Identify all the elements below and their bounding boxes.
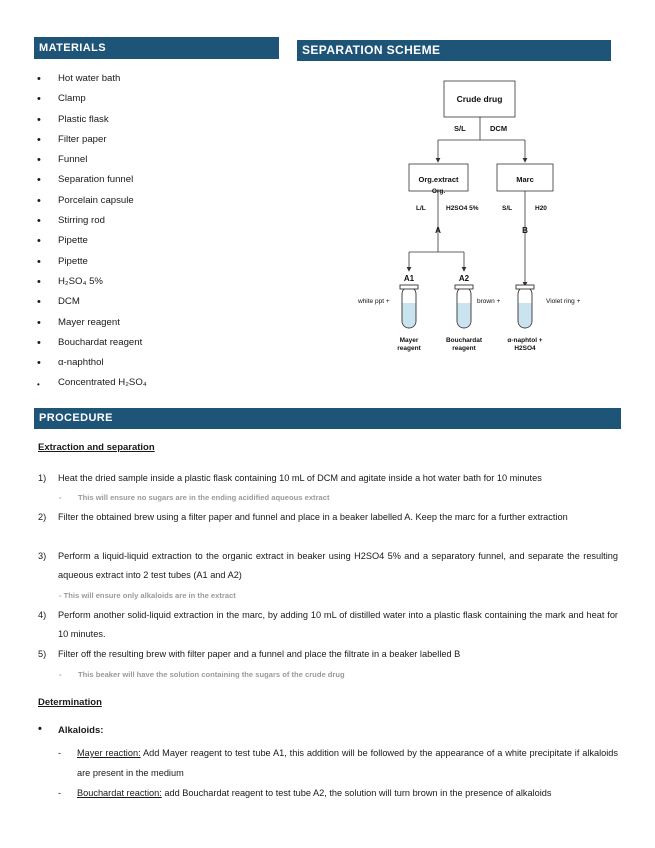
step-text: Perform a liquid-liquid extraction to the organic extract in beaker using H2SO4 5% and a separatory funnel, and separate the resulting aqueous extract into 2 test tubes (A1 and A2) bbox=[58, 551, 618, 580]
step-text: Filter the obtained brew using a filter paper and funnel and place in a beaker labelled A. Keep the marc for a further extraction bbox=[58, 512, 568, 522]
list-item: • Plastic flask bbox=[34, 110, 147, 130]
list-item: • Filter paper bbox=[34, 130, 147, 150]
white-ppt-label: white ppt + bbox=[358, 298, 390, 305]
a1-label: A1 bbox=[403, 274, 415, 283]
test-tube-a1 bbox=[400, 285, 418, 328]
step-text: Perform another solid-liquid extraction in the marc, by adding 10 mL of distilled water into a plastic flask containing the mark and heat for 10 minutes. bbox=[58, 610, 618, 639]
test-tube-b bbox=[516, 285, 534, 328]
note-dash: - bbox=[59, 493, 62, 502]
h2o-label: H20 bbox=[535, 205, 547, 212]
sl-label: S/L bbox=[454, 124, 466, 133]
determination-heading: Determination bbox=[38, 697, 102, 708]
marc-label: Marc bbox=[516, 175, 534, 184]
dash: - bbox=[58, 788, 62, 798]
list-item: • Pipette bbox=[34, 231, 147, 251]
b-label: B bbox=[522, 226, 528, 235]
a-label: A bbox=[435, 226, 441, 235]
step-5 bbox=[38, 645, 618, 664]
step-number: 3) bbox=[38, 551, 47, 561]
dash: - bbox=[58, 748, 62, 758]
org-overlap-label: Org. bbox=[431, 188, 446, 195]
step-1 bbox=[38, 469, 618, 488]
list-item: • α-naphthol bbox=[34, 353, 147, 373]
mayer-reagent-label-2: reagent bbox=[397, 345, 421, 352]
step-text: Filter off the resulting brew with filter paper and a funnel and place the filtrate in a beaker labelled B bbox=[58, 649, 461, 659]
note-beaker-sugars: This beaker will have the solution containing the sugars of the crude drug bbox=[78, 670, 345, 679]
mayer-reaction-body: Add Mayer reagent to test tube A1, this addition will be followed by the appearance of a white precipitate if alkaloids are present in the medium bbox=[77, 748, 618, 778]
list-item: • DCM bbox=[34, 292, 147, 312]
step-3 bbox=[38, 547, 618, 585]
procedure-header bbox=[34, 408, 621, 429]
step-number: 2) bbox=[38, 512, 47, 522]
step-2 bbox=[38, 508, 618, 527]
note-dash: - bbox=[59, 670, 62, 679]
list-item: • Funnel bbox=[34, 150, 147, 170]
bouchardat-reaction-text bbox=[77, 783, 618, 803]
materials-title: MATERIALS bbox=[39, 42, 106, 54]
step-number: 4) bbox=[38, 610, 47, 620]
mayer-reagent-label-1: Mayer bbox=[399, 337, 419, 344]
list-item: • Clamp bbox=[34, 89, 147, 109]
list-item: • Concentrated H₂SO₄ bbox=[34, 373, 147, 393]
step-text: Heat the dried sample inside a plastic flask containing 10 mL of DCM and agitate inside a hot water bath for 10 minutes bbox=[58, 473, 542, 483]
list-item: • Stirring rod bbox=[34, 211, 147, 231]
note-only-alkaloids: - This will ensure only alkaloids are in the extract bbox=[59, 591, 236, 600]
org-extract-label: Org.extract bbox=[418, 175, 459, 184]
bouchardat-reaction-body: add Bouchardat reagent to test tube A2, the solution will turn brown in the presence of alkaloids bbox=[161, 788, 552, 798]
step-number: 1) bbox=[38, 473, 47, 483]
procedure-title: PROCEDURE bbox=[39, 412, 113, 424]
list-item: • Porcelain capsule bbox=[34, 191, 147, 211]
bouchardat-reagent-label-2: reagent bbox=[452, 345, 476, 352]
bouchardat-reaction-item bbox=[58, 783, 618, 803]
mayer-reaction-item bbox=[58, 743, 618, 783]
mayer-reaction-title: Mayer reaction: bbox=[77, 748, 141, 758]
bouchardat-reagent-label-1: Bouchardat bbox=[445, 337, 483, 344]
bouchardat-reaction-title: Bouchardat reaction: bbox=[77, 788, 162, 798]
extraction-heading: Extraction and separation bbox=[38, 442, 155, 453]
dcm-label: DCM bbox=[490, 124, 508, 133]
bullet: • bbox=[38, 723, 42, 735]
step-4 bbox=[38, 606, 618, 644]
naphtol-label-2: H2SO4 bbox=[514, 345, 536, 352]
note-no-sugars: This will ensure no sugars are in the ending acidified aqueous extract bbox=[78, 493, 330, 502]
list-item: • Separation funnel bbox=[34, 170, 147, 190]
naphtol-label-1: α-naphtol + bbox=[507, 337, 543, 344]
alkaloids-item bbox=[38, 725, 103, 736]
list-item: • Hot water bath bbox=[34, 69, 147, 89]
a2-label: A2 bbox=[458, 274, 470, 283]
violet-ring-label: Violet ring + bbox=[546, 298, 581, 305]
crude-drug-label: Crude drug bbox=[456, 94, 503, 104]
list-item: • Bouchardat reagent bbox=[34, 333, 147, 353]
step-number: 5) bbox=[38, 649, 47, 659]
sl2-label: S/L bbox=[502, 205, 513, 212]
mayer-reaction-text bbox=[77, 743, 618, 783]
ll-label: L/L bbox=[416, 205, 426, 212]
alkaloids-label: Alkaloids: bbox=[58, 725, 104, 736]
separation-scheme-title: SEPARATION SCHEME bbox=[302, 43, 441, 57]
list-item: • Pipette bbox=[34, 252, 147, 272]
separation-scheme-diagram bbox=[0, 0, 655, 400]
list-item: • Mayer reagent bbox=[34, 313, 147, 333]
brown-label: brown + bbox=[477, 298, 501, 305]
test-tube-a2 bbox=[455, 285, 473, 328]
h2so4-label: H2SO4 5% bbox=[446, 205, 479, 212]
list-item: • H₂SO₄ 5% bbox=[34, 272, 147, 292]
